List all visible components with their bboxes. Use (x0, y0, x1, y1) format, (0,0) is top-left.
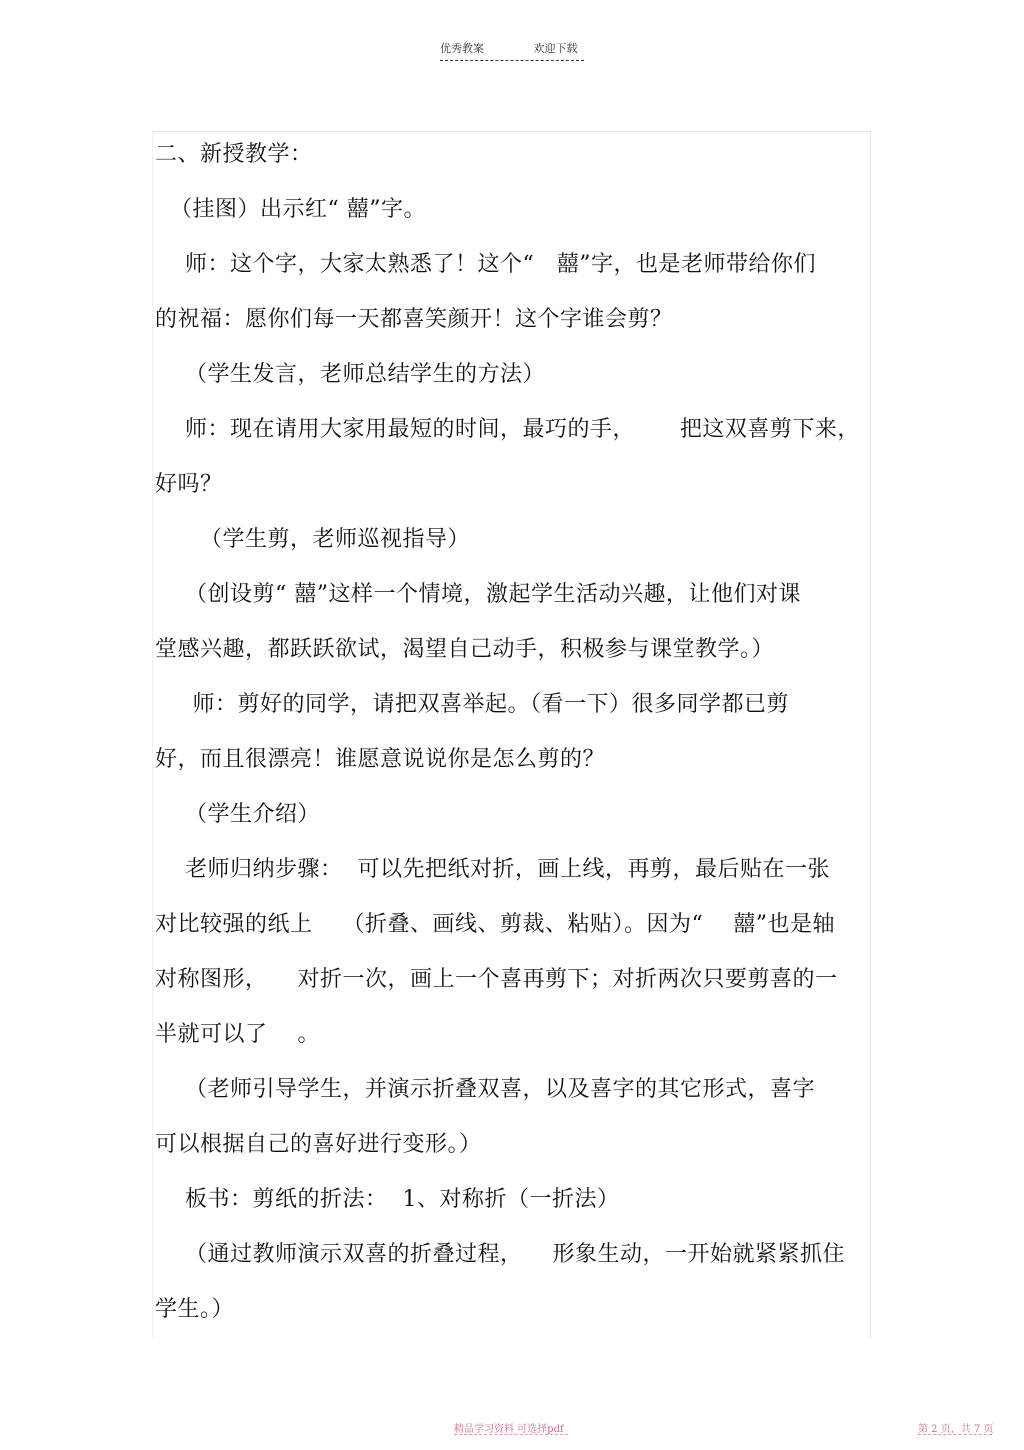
body-line: 的祝福：愿你们每一天都喜笑颜开！这个字谁会剪？ (155, 307, 673, 332)
header-divider (440, 60, 584, 61)
body-line: （学生介绍） (155, 802, 320, 827)
body-line: 可以根据自己的喜好进行变形。） (155, 1132, 482, 1157)
section-heading: 二、新授教学： (155, 142, 313, 167)
body-line: 好，而且很漂亮！谁愿意说说你是怎么剪的？ (155, 747, 606, 772)
footer-right-divider (918, 1434, 992, 1435)
body-line: （创设剪“ 囍”这样一个情境，激起学生活动兴趣，让他们对课 (155, 582, 801, 607)
body-line: （学生发言，老师总结学生的方法） (155, 362, 545, 387)
footer-left-text: 精品学习资料 可选择pdf (454, 1424, 564, 1435)
body-line: 对称图形， 对折一次，画上一个喜再剪下；对折两次只要剪喜的一 (155, 967, 838, 992)
body-line: 学生。） (155, 1297, 235, 1322)
body-line: 师：现在请用大家用最短的时间，最巧的手， 把这双喜剪下来， (155, 417, 860, 442)
body-line: 好吗？ (155, 472, 223, 497)
body-line: 半就可以了 。 (155, 1022, 320, 1047)
body-line: （老师引导学生，并演示折叠双喜，以及喜字的其它形式，喜字 (155, 1077, 815, 1102)
body-line: （学生剪，老师巡视指导） (155, 527, 470, 552)
body-line: （通过教师演示双喜的折叠过程， 形象生动，一开始就紧紧抓住 (155, 1242, 845, 1267)
page-header (438, 40, 586, 56)
body-line: 板书：剪纸的折法： 1、对称折（一折法） (155, 1187, 620, 1212)
body-line: （挂图）出示红“ 囍”字。 (155, 197, 426, 222)
footer-left-divider (454, 1434, 568, 1435)
body-line: 对比较强的纸上 （折叠、画线、剪裁、粘贴）。因为“ 囍”也是轴 (155, 912, 835, 937)
header-right-text: 欢迎下载 (533, 42, 578, 55)
body-line: 堂感兴趣，都跃跃欲试，渴望自己动手，积极参与课堂教学。） (155, 637, 775, 662)
body-line: 老师归纳步骤： 可以先把纸对折，画上线，再剪，最后贴在一张 (155, 857, 830, 882)
header-left-text: 优秀教案 (440, 42, 484, 55)
body-line: 师：剪好的同学，请把双喜举起。（看一下）很多同学都已剪 (155, 692, 789, 717)
page-number: 第 2 页，共 7 页 (918, 1424, 994, 1435)
body-line: 师：这个字，大家太熟悉了！这个“ 囍”字，也是老师带给你们 (155, 252, 816, 277)
